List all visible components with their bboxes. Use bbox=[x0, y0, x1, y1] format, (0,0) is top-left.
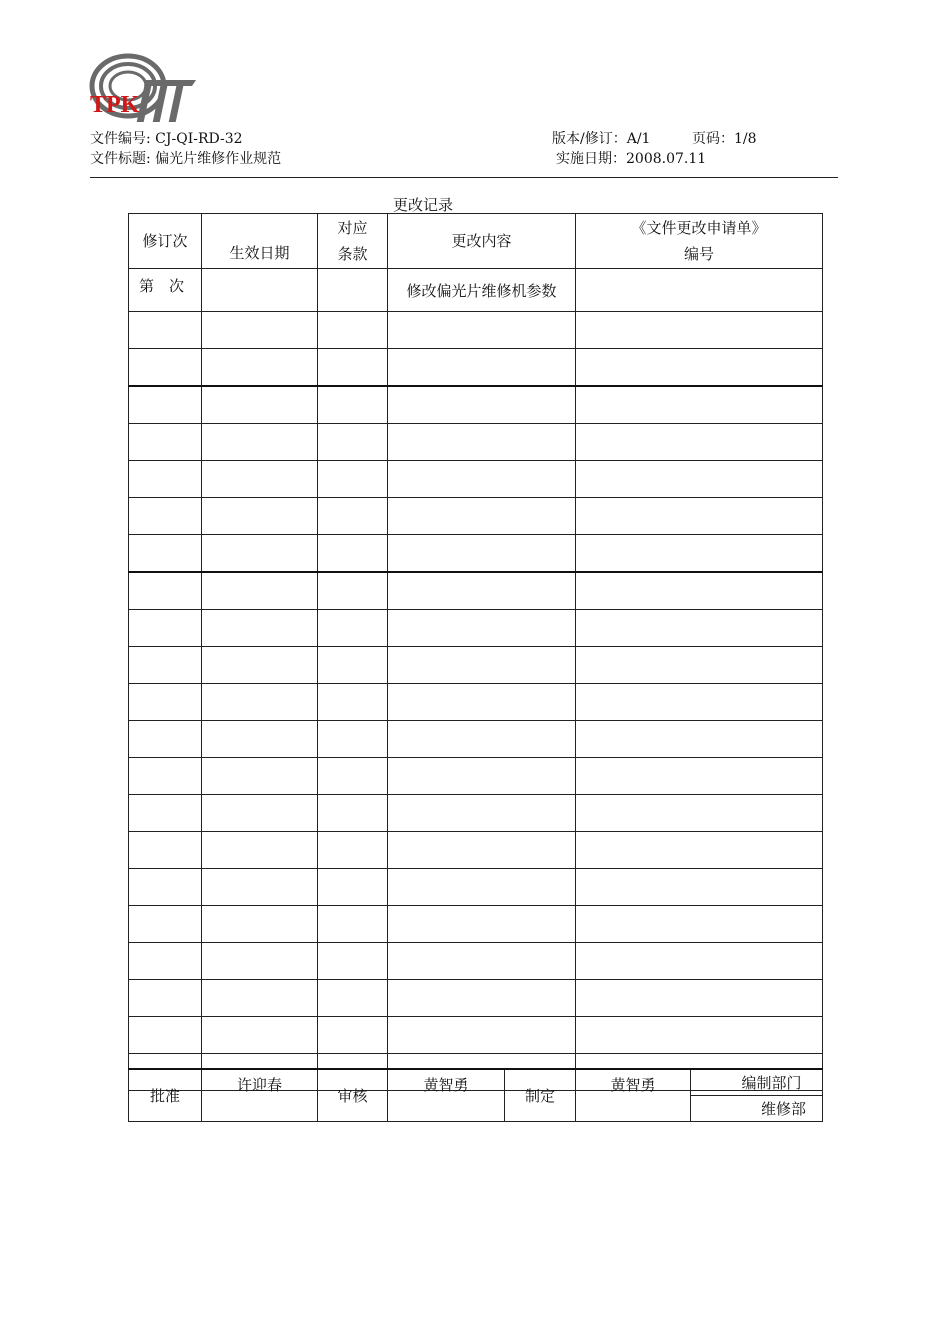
signoff-table bbox=[128, 1068, 823, 1122]
table-row bbox=[129, 869, 823, 906]
table-cell bbox=[202, 721, 318, 758]
review-label: 审核 bbox=[318, 1069, 388, 1122]
table-row bbox=[129, 269, 823, 312]
table-cell bbox=[388, 349, 576, 387]
row1-content: 修改偏光片维修机参数 bbox=[388, 269, 576, 312]
table-cell bbox=[129, 610, 202, 647]
table-cell bbox=[576, 461, 823, 498]
review-name: 黄智勇 bbox=[388, 1069, 505, 1122]
table-cell bbox=[202, 610, 318, 647]
table-cell bbox=[388, 795, 576, 832]
table-row bbox=[129, 424, 823, 461]
table-row bbox=[129, 312, 823, 349]
col-request-line1: 《文件更改申请单》 bbox=[631, 219, 767, 237]
table-cell bbox=[388, 721, 576, 758]
doc-title: 文件标题: 偏光片维修作业规范 bbox=[90, 151, 282, 167]
table-row bbox=[129, 461, 823, 498]
table-cell bbox=[388, 943, 576, 980]
table-cell bbox=[318, 721, 388, 758]
table-cell bbox=[202, 684, 318, 721]
table-cell bbox=[576, 386, 823, 424]
table-cell bbox=[576, 869, 823, 906]
table-cell bbox=[129, 424, 202, 461]
table-cell bbox=[202, 312, 318, 349]
table-cell bbox=[318, 980, 388, 1017]
table-cell bbox=[388, 535, 576, 573]
table-cell bbox=[576, 832, 823, 869]
record-title: 更改记录 bbox=[393, 196, 454, 214]
table-cell bbox=[202, 943, 318, 980]
table-cell bbox=[129, 312, 202, 349]
doc-number: 文件编号: CJ-QI-RD-32 bbox=[90, 131, 243, 147]
table-cell bbox=[129, 980, 202, 1017]
table-cell bbox=[318, 869, 388, 906]
table-cell bbox=[202, 498, 318, 535]
table-row bbox=[129, 1017, 823, 1054]
table-cell bbox=[318, 758, 388, 795]
table-cell bbox=[576, 610, 823, 647]
table-cell bbox=[202, 647, 318, 684]
table-row bbox=[129, 721, 823, 758]
table-row bbox=[129, 386, 823, 424]
table-cell bbox=[318, 943, 388, 980]
table-cell bbox=[202, 461, 318, 498]
table-cell bbox=[202, 424, 318, 461]
table-row bbox=[129, 906, 823, 943]
table-row bbox=[129, 572, 823, 610]
table-cell bbox=[129, 684, 202, 721]
table-header-row bbox=[129, 214, 823, 269]
table-cell bbox=[202, 269, 318, 312]
table-cell bbox=[388, 312, 576, 349]
version: 版本/修订：A/1 bbox=[552, 131, 651, 147]
table-row bbox=[129, 498, 823, 535]
table-cell bbox=[202, 906, 318, 943]
table-cell bbox=[576, 758, 823, 795]
table-cell bbox=[318, 535, 388, 573]
table-cell bbox=[576, 906, 823, 943]
col-change-content: 更改内容 bbox=[388, 214, 576, 269]
table-row bbox=[129, 758, 823, 795]
effective-date: 实施日期：2008.07.11 bbox=[556, 151, 707, 167]
table-cell bbox=[202, 1017, 318, 1054]
table-cell bbox=[388, 980, 576, 1017]
table-cell bbox=[388, 424, 576, 461]
table-cell bbox=[129, 461, 202, 498]
table-cell bbox=[129, 721, 202, 758]
table-cell bbox=[576, 424, 823, 461]
table-cell bbox=[129, 647, 202, 684]
table-cell bbox=[129, 498, 202, 535]
table-cell bbox=[388, 386, 576, 424]
table-cell bbox=[388, 758, 576, 795]
table-cell bbox=[202, 758, 318, 795]
table-cell bbox=[388, 572, 576, 610]
table-cell bbox=[202, 349, 318, 387]
table-cell bbox=[388, 647, 576, 684]
table-cell bbox=[129, 832, 202, 869]
table-cell bbox=[576, 535, 823, 573]
table-cell bbox=[576, 1017, 823, 1054]
table-cell bbox=[388, 906, 576, 943]
table-cell bbox=[576, 269, 823, 312]
table-cell bbox=[388, 832, 576, 869]
col-effective-date: 生效日期 bbox=[202, 214, 318, 269]
dept-label: 编制部门 bbox=[691, 1069, 823, 1096]
table-cell bbox=[318, 832, 388, 869]
table-row bbox=[129, 535, 823, 573]
table-row bbox=[129, 832, 823, 869]
table-row bbox=[129, 684, 823, 721]
table-cell bbox=[318, 1017, 388, 1054]
table-cell bbox=[129, 795, 202, 832]
table-cell bbox=[576, 943, 823, 980]
table-cell bbox=[129, 906, 202, 943]
page-number: 页码：1/8 bbox=[692, 131, 757, 147]
table-cell bbox=[318, 424, 388, 461]
make-name: 黄智勇 bbox=[576, 1069, 691, 1122]
table-cell bbox=[388, 684, 576, 721]
table-cell bbox=[388, 1017, 576, 1054]
table-cell bbox=[388, 461, 576, 498]
table-row bbox=[129, 980, 823, 1017]
table-cell bbox=[202, 572, 318, 610]
table-row bbox=[129, 349, 823, 387]
col-request-number bbox=[576, 214, 823, 269]
table-cell bbox=[202, 795, 318, 832]
table-cell bbox=[576, 795, 823, 832]
col-clause bbox=[318, 214, 388, 269]
table-cell bbox=[318, 647, 388, 684]
table-cell bbox=[129, 572, 202, 610]
table-cell bbox=[202, 869, 318, 906]
table-cell bbox=[576, 572, 823, 610]
table-cell bbox=[129, 869, 202, 906]
table-cell bbox=[318, 312, 388, 349]
table-cell bbox=[576, 349, 823, 387]
table-cell bbox=[129, 943, 202, 980]
table-cell bbox=[202, 832, 318, 869]
dept-value: 维修部 bbox=[691, 1096, 823, 1122]
table-cell bbox=[129, 349, 202, 387]
table-cell bbox=[318, 386, 388, 424]
table-cell bbox=[318, 498, 388, 535]
table-cell bbox=[318, 349, 388, 387]
table-row bbox=[129, 647, 823, 684]
col-revision: 修订次 bbox=[129, 214, 202, 269]
table-cell bbox=[576, 721, 823, 758]
table-cell bbox=[318, 906, 388, 943]
table-cell bbox=[202, 980, 318, 1017]
table-cell bbox=[318, 461, 388, 498]
table-row bbox=[129, 795, 823, 832]
table-cell bbox=[576, 684, 823, 721]
table-cell bbox=[576, 980, 823, 1017]
table-cell bbox=[576, 312, 823, 349]
table-cell bbox=[318, 572, 388, 610]
col-clause-line1: 对应 bbox=[337, 219, 368, 237]
company-logo bbox=[88, 50, 198, 130]
table-cell bbox=[388, 610, 576, 647]
table-cell bbox=[318, 684, 388, 721]
table-cell bbox=[576, 498, 823, 535]
table-cell bbox=[129, 535, 202, 573]
col-request-line2: 编号 bbox=[683, 245, 714, 263]
make-label: 制定 bbox=[505, 1069, 576, 1122]
table-cell bbox=[202, 535, 318, 573]
table-row bbox=[129, 610, 823, 647]
table-cell bbox=[129, 1017, 202, 1054]
table-cell bbox=[576, 647, 823, 684]
col-clause-line2: 条款 bbox=[337, 245, 368, 263]
table-cell bbox=[318, 795, 388, 832]
row1-revision: 第 次 bbox=[129, 269, 202, 312]
header-divider bbox=[90, 177, 838, 178]
approve-label: 批准 bbox=[129, 1069, 202, 1122]
table-cell bbox=[388, 869, 576, 906]
revision-table bbox=[128, 213, 823, 1091]
table-cell bbox=[318, 610, 388, 647]
table-cell bbox=[318, 269, 388, 312]
table-row bbox=[129, 943, 823, 980]
table-cell bbox=[388, 498, 576, 535]
table-cell bbox=[129, 386, 202, 424]
logo-text: TPK bbox=[90, 92, 140, 118]
table-cell bbox=[202, 386, 318, 424]
table-cell bbox=[129, 758, 202, 795]
approve-name: 许迎春 bbox=[202, 1069, 318, 1122]
